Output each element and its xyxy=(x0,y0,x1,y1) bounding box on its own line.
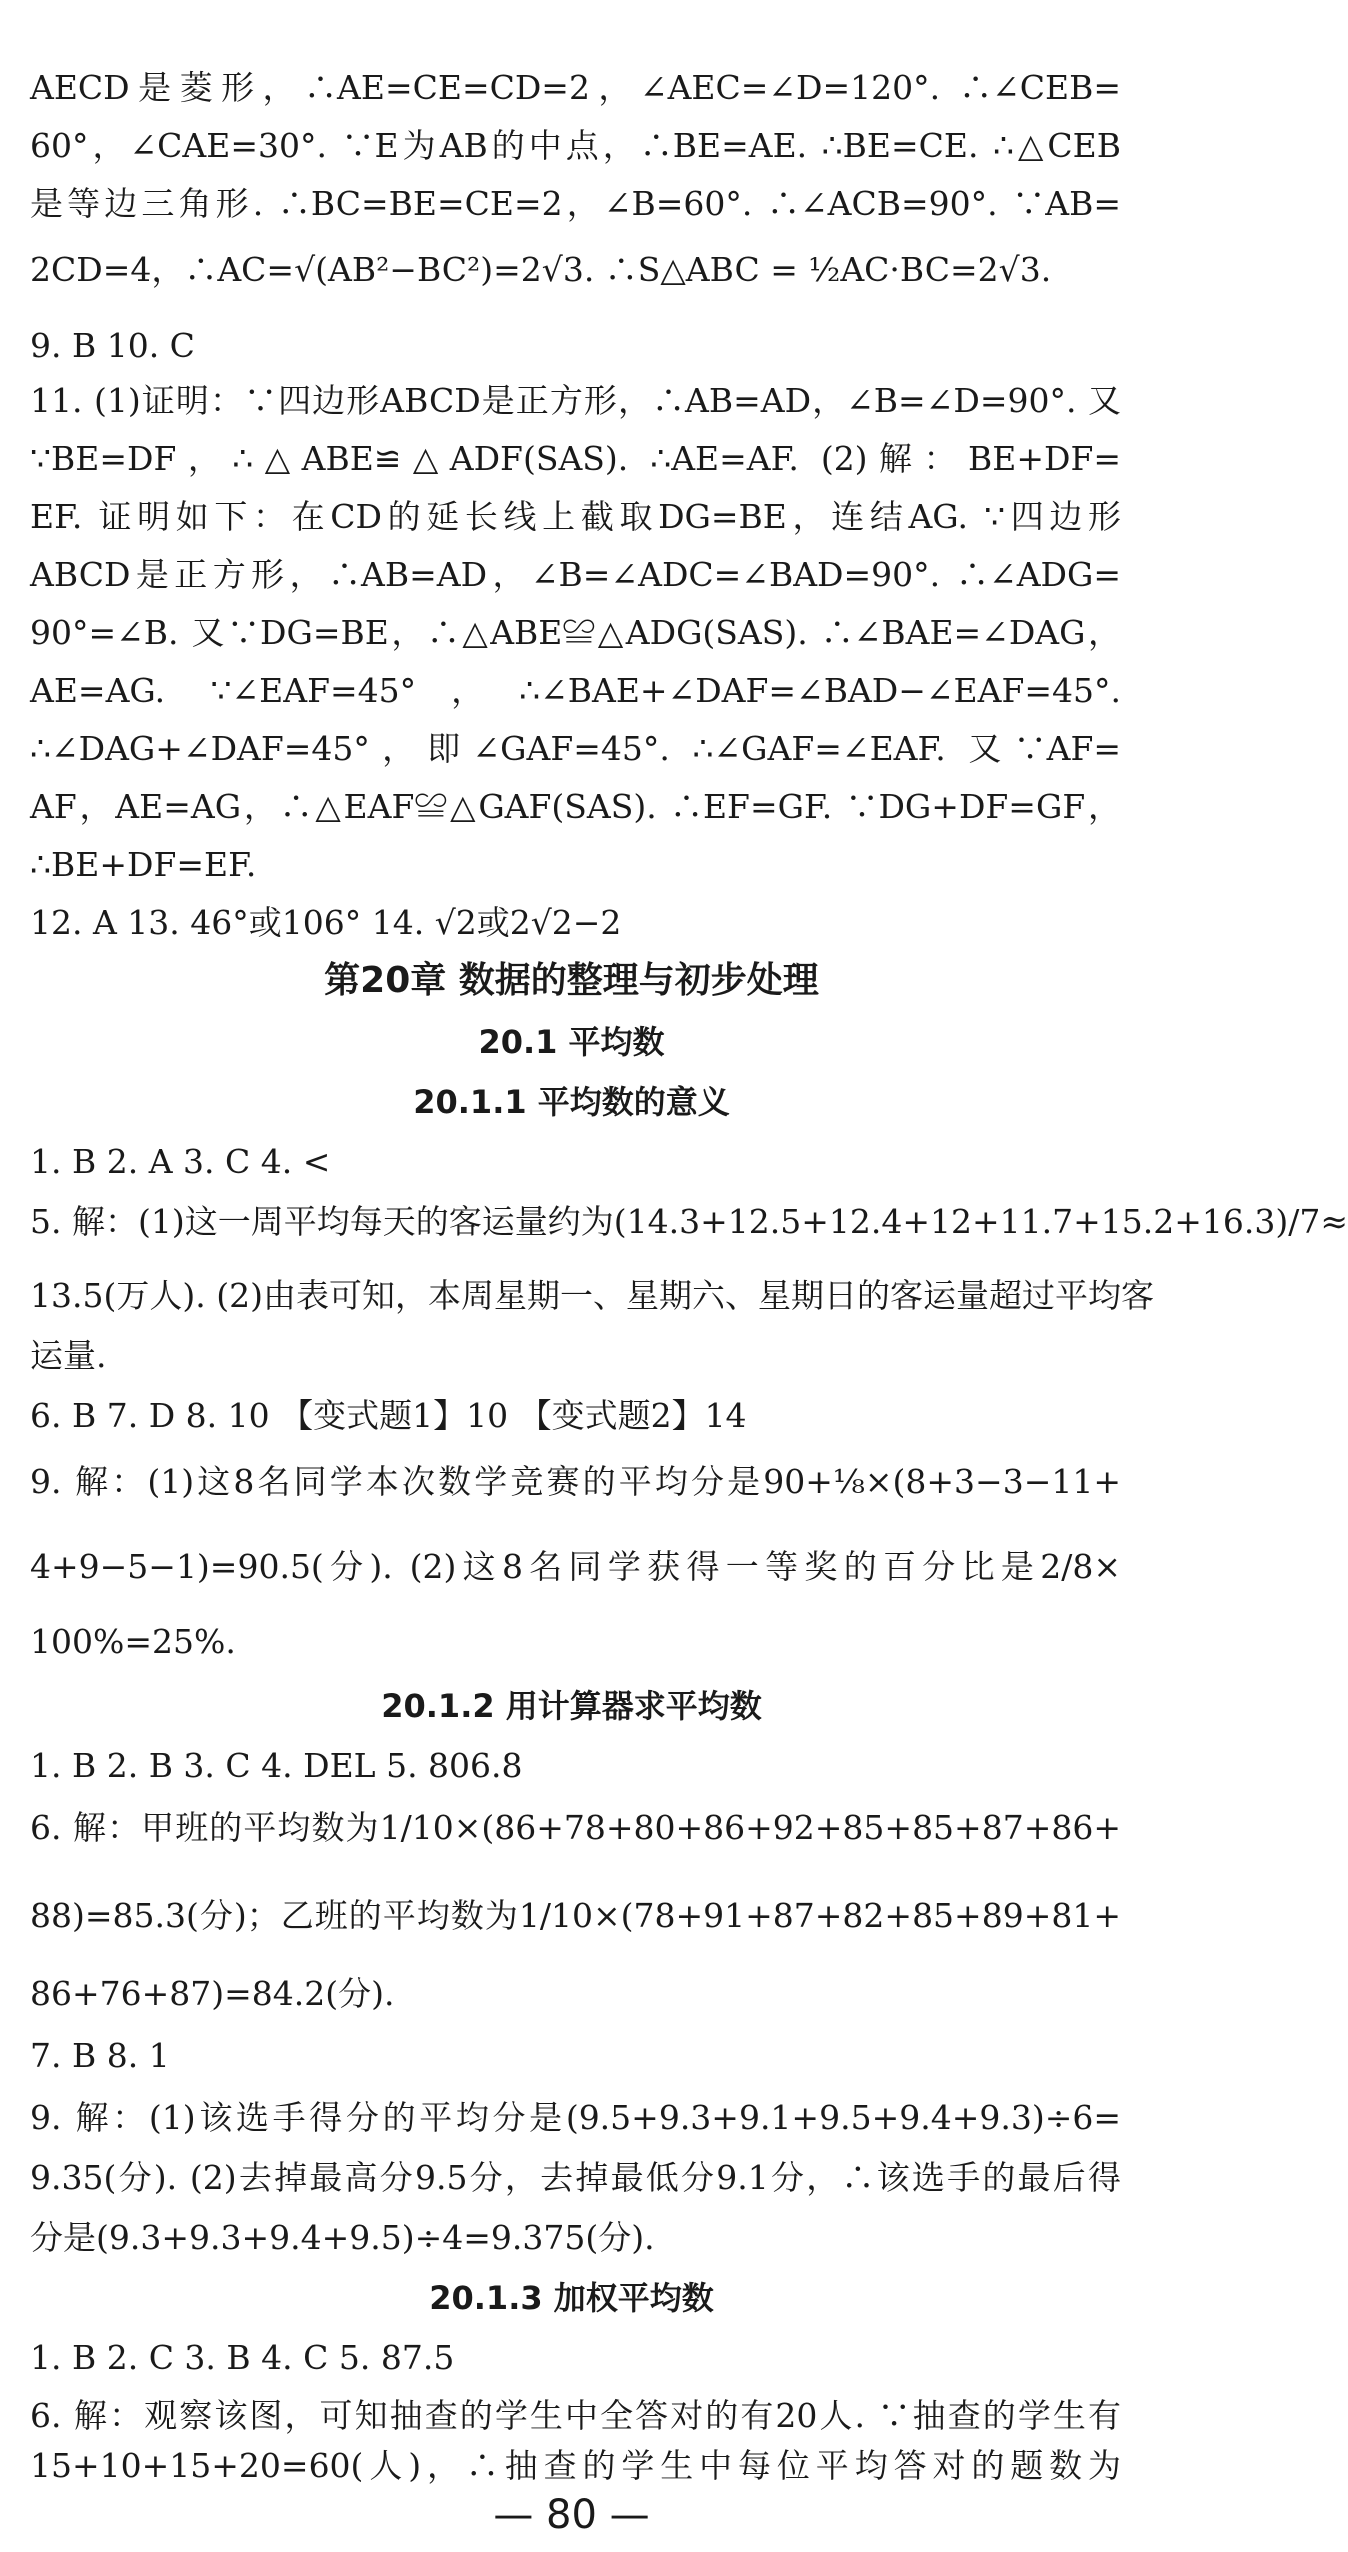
text-line: 分是(9.3+9.3+9.4+9.5)÷4=9.375(分). xyxy=(30,2218,655,2257)
subsection-title: 20.1.3 加权平均数 xyxy=(429,2279,714,2317)
text-line: 5. 解：(1)这一周平均每天的客运量约为(14.3+12.5+12.4+12+11.7+15.2+16.3)/7≈ xyxy=(30,1202,1348,1241)
answer-line: 6. B 7. D 8. 10 【变式题1】10 【变式题2】14 xyxy=(30,1396,747,1435)
answer-line: 1. B 2. C 3. B 4. C 5. 87.5 xyxy=(30,2338,455,2377)
answer-line: 1. B 2. B 3. C 4. DEL 5. 806.8 xyxy=(30,1746,523,1785)
text-line: 6. 解：观察该图，可知抽查的学生中全答对的有20人. ∵抽查的学生有 xyxy=(30,2396,1121,2435)
text-line: 15+10+15+20=60(人)，∴抽查的学生中每位平均答对的题数为 xyxy=(30,2446,1121,2485)
text-line: 11. (1)证明：∵四边形ABCD是正方形，∴AB=AD，∠B=∠D=90°. 又 xyxy=(30,381,1121,420)
text-line: 9.35(分). (2)去掉最高分9.5分，去掉最低分9.1分，∴该选手的最后得 xyxy=(30,2158,1121,2197)
text-line: ∴∠DAG+∠DAF=45°，即∠GAF=45°. ∴∠GAF=∠EAF. 又∵AF= xyxy=(30,729,1121,768)
answer-line: 9. B 10. C xyxy=(30,326,195,365)
text-line: AF，AE=AG，∴△EAF≌△GAF(SAS). ∴EF=GF. ∵DG+DF=GF， xyxy=(30,787,1121,826)
answer-line: 7. B 8. 1 xyxy=(30,2036,170,2075)
answer-line: 12. A 13. 46°或106° 14. √2或2√2−2 xyxy=(30,903,622,942)
subsection-title: 20.1.1 平均数的意义 xyxy=(413,1083,730,1121)
text-line: 2CD=4，∴AC=√(AB²−BC²)=2√3. ∴S△ABC = ½AC·BC=2√3. xyxy=(30,250,1052,289)
subsection-title: 20.1.2 用计算器求平均数 xyxy=(381,1687,762,1725)
text-line: 运量. xyxy=(30,1336,107,1375)
text-line: ∵BE=DF，∴△ABE≌△ADF(SAS). ∴AE=AF. (2)解：BE+DF= xyxy=(30,439,1121,478)
text-line: 100%=25%. xyxy=(30,1622,236,1661)
text-line: ∴BE+DF=EF. xyxy=(30,845,257,884)
text-line: 6. 解：甲班的平均数为1/10×(86+78+80+86+92+85+85+87+86+ xyxy=(30,1808,1121,1847)
text-line: EF. 证明如下：在CD的延长线上截取DG=BE，连结AG. ∵四边形 xyxy=(30,497,1121,536)
text-line: 9. 解：(1)这8名同学本次数学竞赛的平均分是90+⅛×(8+3−3−11+ xyxy=(30,1462,1121,1501)
text-line: 4+9−5−1)=90.5(分). (2)这8名同学获得一等奖的百分比是2/8× xyxy=(30,1547,1121,1586)
text-line: AECD是菱形，∴AE=CE=CD=2，∠AEC=∠D=120°. ∴∠CEB= xyxy=(30,68,1121,107)
text-line: 60°，∠CAE=30°. ∵E为AB的中点，∴BE=AE. ∴BE=CE. ∴△CEB xyxy=(30,126,1121,165)
text-line: 86+76+87)=84.2(分). xyxy=(30,1974,395,2013)
page-number: — 80 — xyxy=(493,2492,650,2538)
text-line: 是等边三角形. ∴BC=BE=CE=2，∠B=60°. ∴∠ACB=90°. ∵AB= xyxy=(30,184,1121,223)
section-title: 20.1 平均数 xyxy=(478,1023,665,1061)
text-line: 90°=∠B. 又∵DG=BE，∴△ABE≌△ADG(SAS). ∴∠BAE=∠DAG， xyxy=(30,613,1121,652)
text-line: AE=AG. ∵∠EAF=45°，∴∠BAE+∠DAF=∠BAD−∠EAF=45°. xyxy=(30,671,1121,710)
chapter-title: 第20章 数据的整理与初步处理 xyxy=(324,960,819,1001)
text-line: ABCD是正方形，∴AB=AD，∠B=∠ADC=∠BAD=90°. ∴∠ADG= xyxy=(30,555,1121,594)
answer-line: 1. B 2. A 3. C 4. < xyxy=(30,1142,331,1181)
text-line: 13.5(万人). (2)由表可知，本周星期一、星期六、星期日的客运量超过平均客 xyxy=(30,1276,1154,1315)
text-line: 9. 解：(1)该选手得分的平均分是(9.5+9.3+9.1+9.5+9.4+9.3)÷6= xyxy=(30,2098,1121,2137)
text-line: 88)=85.3(分)；乙班的平均数为1/10×(78+91+87+82+85+89+81+ xyxy=(30,1896,1121,1935)
